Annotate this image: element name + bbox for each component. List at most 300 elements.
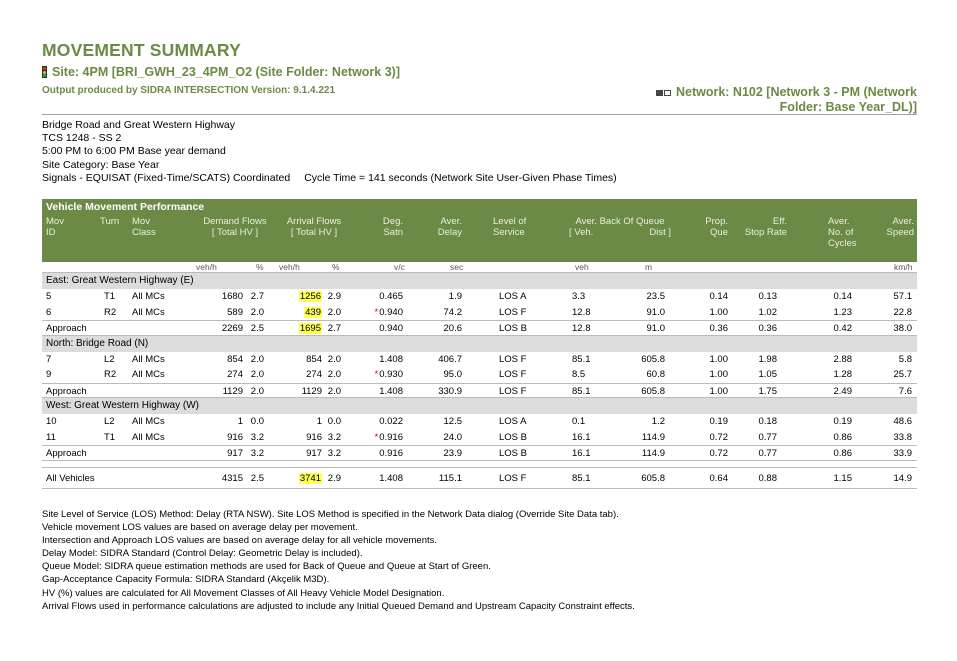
col-mov: Mov ID	[46, 216, 64, 238]
critical-marker: *	[374, 306, 379, 318]
cell-value: 1129	[301, 385, 322, 397]
cell-value: 605.8	[641, 385, 665, 397]
cell-value: 33.8	[893, 431, 912, 443]
cell-dhv	[245, 354, 264, 366]
cell-ahv	[323, 473, 341, 485]
cell-value: LOS A	[499, 291, 527, 302]
cell-value: 7.6	[898, 385, 912, 397]
site-label: Site: 4PM [BRI_GWH_23_4PM_O2 (Site Folder: Network 3)]	[52, 65, 400, 79]
cell-id	[46, 369, 76, 381]
cell-value: 439	[305, 306, 321, 318]
cell-value: 23.9	[443, 448, 462, 459]
cell-value: Approach	[46, 323, 87, 334]
cell-dt	[210, 307, 243, 319]
cell-value: 48.6	[893, 416, 912, 427]
cell-ahv	[323, 416, 341, 428]
cell-value: 9	[46, 369, 52, 380]
cell-value: 0.77	[758, 431, 777, 443]
cell-cls	[132, 307, 182, 319]
info-line: Site Category: Base Year	[42, 158, 160, 171]
cell-los	[499, 354, 539, 366]
cell-value: T1	[104, 291, 116, 302]
cell-delay	[422, 473, 462, 485]
cell-delay	[422, 354, 462, 366]
cell-dt	[210, 473, 243, 485]
cell-value: LOS A	[499, 416, 527, 427]
note-line: Intersection and Approach LOS values are based on average delay for all vehicle movements.	[42, 535, 438, 547]
approach-row	[42, 383, 917, 399]
cell-qveh	[572, 386, 602, 398]
cell-value: 60.8	[646, 369, 665, 380]
cell-value: All MCs	[132, 369, 165, 380]
cell-value: 20.6	[443, 323, 462, 334]
cell-ahv	[323, 291, 341, 303]
cell-turn	[104, 416, 124, 428]
cell-value: 2.0	[250, 306, 264, 318]
section-header: East: Great Western Highway (E)	[42, 273, 917, 289]
traffic-light-icon	[42, 66, 47, 78]
cell-value: All MCs	[132, 306, 165, 318]
cell-eff	[742, 323, 777, 335]
col-delay: Aver. Delay	[437, 216, 462, 238]
cell-value: 330.9	[438, 385, 462, 397]
col-turn: Turn	[100, 216, 120, 227]
cell-dhv	[245, 416, 264, 428]
cell-dt	[210, 291, 243, 303]
cell-value: 274	[306, 369, 322, 380]
cell-at	[289, 323, 322, 335]
cell-value: 12.8	[572, 323, 591, 334]
cell-id	[46, 416, 76, 428]
cell-value: 74.2	[443, 306, 462, 318]
cell-qveh	[572, 432, 602, 444]
table-row	[42, 352, 917, 368]
cell-los	[499, 323, 539, 335]
cell-spd	[876, 386, 912, 398]
cell-deg	[362, 354, 403, 366]
cell-dhv	[245, 448, 264, 460]
cell-value: 0.36	[709, 323, 728, 334]
cell-value: 589	[227, 306, 243, 318]
cell-value: 2.5	[250, 472, 264, 484]
cell-value: 12.8	[572, 306, 591, 318]
cell-prop	[692, 307, 728, 319]
cell-at	[289, 291, 322, 303]
cell-value: 114.9	[641, 448, 665, 459]
cell-dt	[210, 448, 243, 460]
critical-marker: *	[374, 369, 379, 380]
cell-dhv	[245, 323, 264, 335]
network-title	[656, 85, 917, 115]
cell-deg	[362, 291, 403, 303]
cell-dt	[210, 386, 243, 398]
cell-dt	[210, 369, 243, 381]
cell-value: R2	[104, 306, 117, 318]
table-row	[42, 430, 917, 446]
col-speed: Aver. Speed	[886, 216, 914, 238]
approach-row	[42, 445, 917, 461]
cell-delay	[422, 291, 462, 303]
cell-value: 0.64	[709, 472, 728, 484]
cell-value: 0.14	[833, 291, 852, 302]
col-stop-rate: Eff. Stop Rate	[744, 216, 787, 238]
cell-value: 0.88	[758, 472, 777, 484]
cell-eff	[742, 416, 777, 428]
cell-cls	[132, 354, 182, 366]
cell-qveh	[572, 323, 602, 335]
cell-dhv	[245, 473, 264, 485]
cell-value: LOS F	[499, 306, 527, 318]
cell-prop	[692, 416, 728, 428]
cell-dhv	[245, 307, 264, 319]
cell-value: 1.9	[448, 291, 462, 302]
cell-value: 1.15	[833, 472, 852, 484]
cell-value: 25.7	[893, 369, 912, 380]
cell-delay	[422, 448, 462, 460]
table-body	[42, 273, 917, 489]
cell-value: 2.49	[833, 385, 852, 397]
cell-id	[46, 307, 76, 319]
cell-value: 95.0	[443, 369, 462, 380]
cell-cyc	[816, 323, 852, 335]
cell-dt	[210, 354, 243, 366]
cell-cls	[132, 369, 182, 381]
cell-qdist	[625, 386, 665, 398]
cell-deg	[362, 369, 403, 381]
cell-value: LOS F	[499, 385, 527, 397]
table-title: Vehicle Movement Performance	[42, 199, 917, 215]
cell-value: 0.940	[379, 306, 403, 318]
cell-value: 2.5	[250, 323, 264, 334]
cell-ahv	[323, 386, 341, 398]
cell-qdist	[625, 369, 665, 381]
cell-prop	[692, 448, 728, 460]
cell-value: 2.0	[327, 385, 341, 397]
cell-at	[289, 369, 322, 381]
cell-value: 0.19	[709, 416, 728, 427]
cell-los	[499, 473, 539, 485]
cell-dt	[210, 432, 243, 444]
note-line: Gap-Acceptance Capacity Formula: SIDRA Standard (Akçelik M3D).	[42, 574, 330, 586]
cell-value: 0.916	[379, 431, 403, 443]
cell-delay	[422, 386, 462, 398]
cell-at	[289, 448, 322, 460]
cell-value: 115.1	[438, 472, 462, 484]
cell-value: 91.0	[646, 306, 665, 318]
cell-turn	[104, 369, 124, 381]
cell-value: 2.9	[327, 472, 341, 484]
cell-at	[289, 432, 322, 444]
cell-value: 1.00	[709, 353, 728, 365]
cell-dhv	[245, 291, 264, 303]
cell-delay	[422, 432, 462, 444]
cell-deg	[362, 416, 403, 428]
cell-value: Approach	[46, 385, 87, 397]
cell-los	[499, 386, 539, 398]
cell-spd	[876, 416, 912, 428]
cell-value: 16.1	[572, 448, 591, 459]
cell-ahv	[323, 323, 341, 335]
cell-deg	[362, 307, 403, 319]
cell-value: 2269	[221, 323, 243, 334]
cell-value: 85.1	[572, 472, 591, 484]
cell-value: 0.465	[379, 291, 403, 302]
cell-qveh	[572, 416, 602, 428]
table-row	[42, 367, 917, 383]
note-line: Queue Model: SIDRA queue estimation methods are used for Back of Queue and Queue at Start of Green.	[42, 561, 491, 573]
note-line: Arrival Flows used in performance calculations are adjusted to include any Initial Queued Demand and Upstream Capacity Constraint effects.	[42, 600, 635, 612]
cell-value: 854	[227, 353, 243, 365]
cell-delay	[422, 416, 462, 428]
col-prop-que: Prop. Que	[705, 216, 728, 238]
cell-deg	[362, 473, 403, 485]
cell-deg	[362, 323, 403, 335]
cell-value: 0.77	[758, 448, 777, 459]
cell-value: 2.7	[327, 323, 341, 334]
cell-ahv	[323, 432, 341, 444]
cell-turn	[104, 354, 124, 366]
cell-at	[289, 307, 322, 319]
page-title: MOVEMENT SUMMARY	[42, 40, 241, 60]
section-header: North: Bridge Road (N)	[42, 336, 917, 352]
cell-value: 0.0	[250, 416, 264, 427]
cell-prop	[692, 354, 728, 366]
cell-value: LOS F	[499, 353, 527, 365]
cell-los	[499, 307, 539, 319]
cell-spd	[876, 291, 912, 303]
site-title	[42, 65, 400, 79]
cell-los	[499, 416, 539, 428]
cell-value: 3.2	[327, 448, 341, 459]
cell-value: 916	[306, 431, 322, 443]
cell-value: 2.7	[250, 291, 264, 302]
notes-section	[42, 508, 635, 613]
cell-value: 5	[46, 291, 52, 302]
cell-value: 1	[237, 416, 243, 427]
cell-value: 16.1	[572, 431, 591, 443]
cell-qveh	[572, 354, 602, 366]
output-version: Output produced by SIDRA INTERSECTION Version: 9.1.4.221	[42, 85, 336, 96]
approach-row	[42, 320, 917, 336]
cell-eff	[742, 448, 777, 460]
cell-value: 8.5	[572, 369, 586, 380]
cell-value: 0.86	[833, 431, 852, 443]
cell-value: 85.1	[572, 353, 591, 365]
cell-value: 2.88	[833, 353, 852, 365]
cell-qveh	[572, 369, 602, 381]
cell-value: 1.408	[379, 472, 403, 484]
cell-cyc	[816, 416, 852, 428]
cell-value: 1.23	[833, 306, 852, 318]
cell-value: 3741	[299, 472, 321, 484]
cell-value: 2.0	[250, 385, 264, 397]
cell-cyc	[816, 291, 852, 303]
col-deg-satn: Deg. Satn	[382, 216, 403, 238]
info-line: TCS 1248 - SS 2	[42, 132, 122, 145]
units-row: veh/h % veh/h % v/c sec veh m km/h	[42, 262, 917, 273]
cell-qdist	[625, 291, 665, 303]
critical-marker: *	[374, 431, 379, 443]
cell-value: 0.42	[833, 323, 852, 334]
cell-value: 2.0	[327, 306, 341, 318]
cell-value: Approach	[46, 448, 87, 459]
cell-value: 23.5	[646, 291, 665, 302]
cell-value: 0.36	[758, 323, 777, 334]
cell-value: 0.19	[833, 416, 852, 427]
cell-cls	[132, 291, 182, 303]
cell-eff	[742, 386, 777, 398]
cell-value: 1.05	[758, 369, 777, 380]
cell-value: LOS B	[499, 323, 527, 334]
cell-id	[46, 323, 87, 335]
signals-text: Signals - EQUISAT (Fixed-Time/SCATS) Coordinated	[42, 171, 291, 184]
cell-value: 406.7	[438, 353, 462, 365]
cell-delay	[422, 369, 462, 381]
cell-value: All MCs	[132, 353, 165, 365]
cell-ahv	[323, 307, 341, 319]
cell-value: 0.022	[379, 416, 403, 427]
cell-value: 1.408	[379, 353, 403, 365]
cell-cyc	[816, 386, 852, 398]
col-cycles: Aver. No. of Cycles	[828, 216, 857, 249]
cell-value: 33.9	[893, 448, 912, 459]
cell-dhv	[245, 386, 264, 398]
cell-deg	[362, 448, 403, 460]
cell-cyc	[816, 307, 852, 319]
cell-eff	[742, 432, 777, 444]
cell-dt	[210, 323, 243, 335]
cell-value: LOS B	[499, 448, 527, 459]
cell-qdist	[625, 473, 665, 485]
cell-value: 3.2	[327, 431, 341, 443]
cell-spd	[876, 307, 912, 319]
cell-value: 12.5	[443, 416, 462, 427]
cell-value: 1680	[221, 291, 243, 302]
cell-cls	[132, 416, 182, 428]
cell-value: 38.0	[893, 323, 912, 334]
cell-value: 1.408	[379, 385, 403, 397]
cell-cyc	[816, 473, 852, 485]
cell-value: 91.0	[646, 323, 665, 334]
cell-value: 0.18	[758, 416, 777, 427]
cell-value: 1256	[299, 291, 321, 302]
cell-value: 917	[306, 448, 322, 459]
cell-value: 0.1	[572, 416, 586, 427]
cell-delay	[422, 323, 462, 335]
cell-cyc	[816, 448, 852, 460]
info-line: Bridge Road and Great Western Highway	[42, 119, 235, 131]
cell-value: 605.8	[641, 353, 665, 365]
cell-dt	[210, 416, 243, 428]
cell-at	[289, 386, 322, 398]
cell-value: 1.98	[758, 353, 777, 365]
cell-prop	[692, 323, 728, 335]
cell-value: 1695	[299, 323, 321, 334]
cycle-time-text: Cycle Time = 141 seconds (Network Site User-Given Phase Times)	[304, 171, 617, 184]
cell-value: 916	[227, 431, 243, 443]
cell-spd	[876, 473, 912, 485]
cell-value: 605.8	[641, 472, 665, 484]
cell-eff	[742, 307, 777, 319]
cell-eff	[742, 291, 777, 303]
cell-cyc	[816, 432, 852, 444]
cell-value: 57.1	[893, 291, 912, 302]
cell-los	[499, 432, 539, 444]
cell-spd	[876, 354, 912, 366]
note-line: HV (%) values are calculated for All Movement Classes of All Heavy Vehicle Model Designation.	[42, 587, 445, 599]
cell-value: 1.28	[833, 369, 852, 380]
cell-id	[46, 354, 76, 366]
cell-value: 1.00	[709, 369, 728, 380]
cell-value: 2.0	[250, 369, 264, 380]
cell-id	[46, 386, 87, 398]
cell-value: 0.86	[833, 448, 852, 459]
col-los: Level of Service	[493, 216, 527, 238]
cell-id	[46, 473, 95, 485]
cell-cyc	[816, 369, 852, 381]
cell-value: 3.2	[250, 431, 264, 443]
cell-value: L2	[104, 416, 115, 427]
cell-qveh	[572, 448, 602, 460]
col-class: Mov Class	[132, 216, 156, 238]
table-row	[42, 289, 917, 305]
cell-cls	[132, 432, 182, 444]
note-line: Delay Model: SIDRA Standard (Control Delay: Geometric Delay is included).	[42, 548, 363, 560]
cell-value: 85.1	[572, 385, 591, 397]
cell-at	[289, 416, 322, 428]
cell-ahv	[323, 448, 341, 460]
cell-value: 2.0	[327, 353, 341, 365]
cell-los	[499, 448, 539, 460]
cell-id	[46, 448, 87, 460]
cell-value: 0.14	[709, 291, 728, 302]
cell-value: LOS B	[499, 431, 527, 443]
cell-value: 0.930	[379, 369, 403, 380]
cell-value: 274	[227, 369, 243, 380]
cell-deg	[362, 386, 403, 398]
cell-at	[289, 354, 322, 366]
cell-qdist	[625, 307, 665, 319]
cell-value: LOS F	[499, 369, 527, 380]
site-info	[42, 119, 617, 185]
network-icon	[656, 90, 671, 96]
cell-id	[46, 291, 76, 303]
cell-value: All Vehicles	[46, 472, 95, 484]
col-arrival: Arrival Flows [ Total HV ]	[286, 216, 342, 238]
cell-prop	[692, 291, 728, 303]
cell-value: 11	[46, 431, 56, 443]
header-divider	[42, 114, 917, 115]
cell-value: 3.3	[572, 291, 586, 302]
cell-cyc	[816, 354, 852, 366]
cell-value: 854	[306, 353, 322, 365]
cell-value: L2	[104, 353, 115, 365]
cell-qdist	[625, 416, 665, 428]
cell-qdist	[625, 432, 665, 444]
info-line: 5:00 PM to 6:00 PM Base year demand	[42, 145, 226, 158]
table-row	[42, 414, 917, 430]
cell-value: 2.0	[250, 353, 264, 365]
cell-value: T1	[104, 431, 116, 443]
cell-qveh	[572, 291, 602, 303]
cell-delay	[422, 307, 462, 319]
col-demand: Demand Flows [ Total HV ]	[203, 216, 267, 238]
cell-value: 24.0	[443, 431, 462, 443]
cell-prop	[692, 386, 728, 398]
cell-value: 1	[316, 416, 322, 427]
cell-qveh	[572, 473, 602, 485]
cell-ahv	[323, 369, 341, 381]
